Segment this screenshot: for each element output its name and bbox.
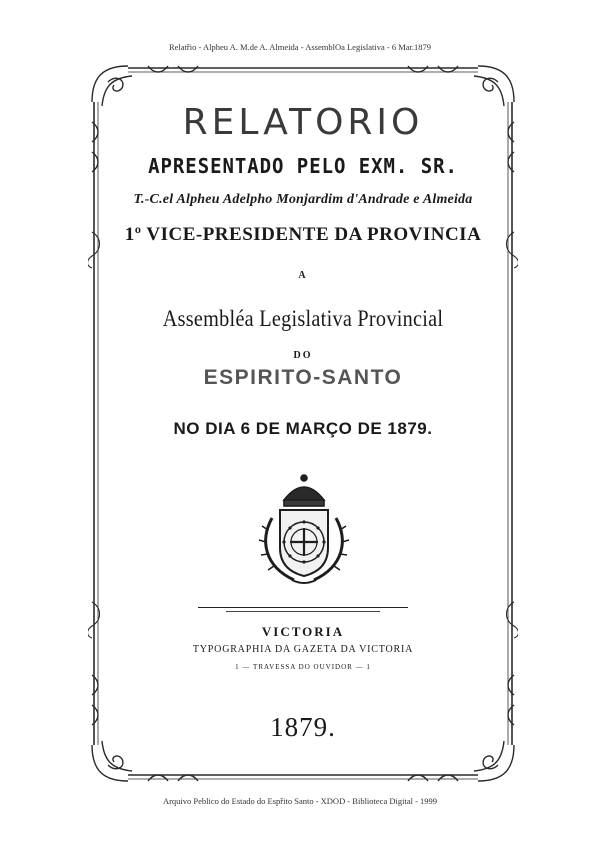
imprint-address: 1 — TRAVESSA DO OUVIDOR — 1 bbox=[235, 663, 371, 671]
assembly-name: Assembléa Legislativa Provincial bbox=[162, 306, 444, 331]
imprint-year: 1879. bbox=[270, 712, 336, 742]
report-title: RELATORIO bbox=[182, 102, 424, 143]
divider-rule bbox=[198, 607, 408, 608]
page-header-caption: Relatřio - Alpheu A. M.de A. Almeida - AssemblOa Legislativa - 6 Mar.1879 bbox=[168, 42, 432, 52]
author-name: T.-C.el Alpheu Adelpho Monjardim d'Andrade e Almeida bbox=[133, 192, 473, 207]
coat-of-arms-drawing bbox=[254, 470, 354, 588]
title-page bbox=[88, 62, 518, 785]
imperial-coat-of-arms-icon bbox=[254, 470, 354, 588]
page-footer-caption: Arquivo Peblico do Estado do Espřito Santo - XDOD - Biblioteca Digital - 1999 bbox=[162, 796, 438, 806]
preposition-do: DO bbox=[293, 350, 313, 361]
author-office: 1º VICE-PRESIDENTE DA PROVINCIA bbox=[124, 224, 482, 245]
imprint-city: VICTORIA bbox=[261, 624, 345, 639]
imprint-printer: TYPOGRAPHIA DA GAZETA DA VICTORIA bbox=[192, 644, 414, 655]
divider-rule-thin bbox=[226, 611, 380, 612]
preposition-a: A bbox=[298, 270, 308, 281]
province-name: ESPIRITO-SANTO bbox=[203, 366, 403, 389]
presented-by-line: APRESENTADO PELO EXM. SR. bbox=[148, 154, 458, 178]
report-date: NO DIA 6 DE MARÇO DE 1879. bbox=[173, 419, 433, 438]
